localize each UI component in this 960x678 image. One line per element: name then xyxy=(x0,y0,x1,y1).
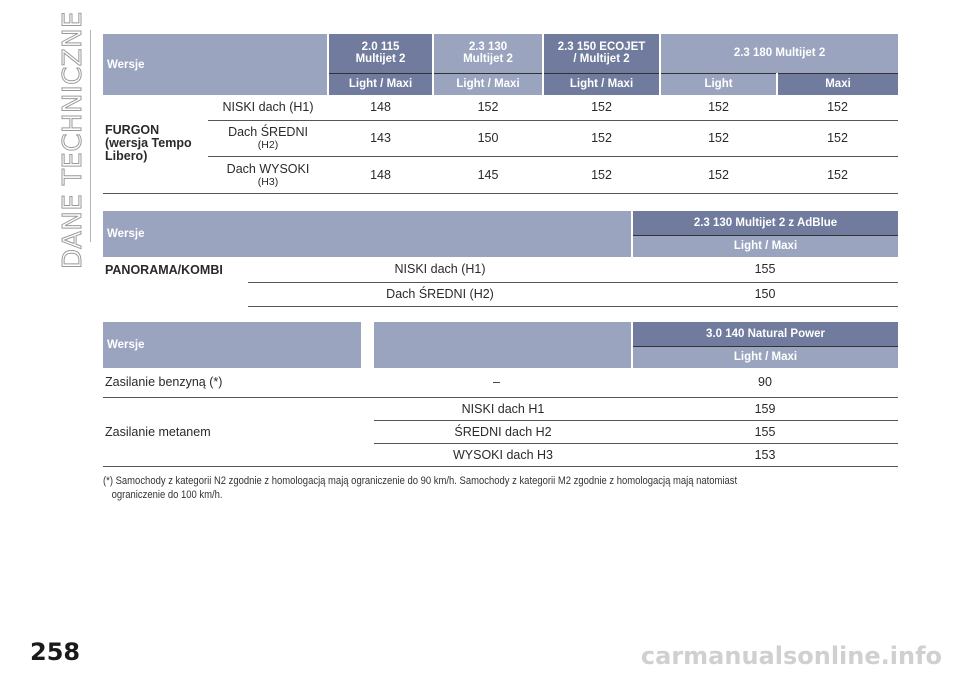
panorama-speed-table xyxy=(103,211,898,307)
natural-power-speed-table xyxy=(103,322,898,467)
cell-value: 152 xyxy=(777,156,898,193)
cell-value: 152 xyxy=(660,120,777,156)
watermark: carmanualsonline.info xyxy=(640,642,942,670)
cell-value: 152 xyxy=(777,120,898,156)
row-label: NISKI dach H1 xyxy=(374,397,632,420)
methane-label: Zasilanie metanem xyxy=(103,397,361,466)
cell-value: 152 xyxy=(660,156,777,193)
cell-value: 155 xyxy=(632,420,898,443)
cell-value: 152 xyxy=(543,95,660,120)
versions-header: Wersje xyxy=(103,34,328,95)
row-label: Dach WYSOKI (H3) xyxy=(208,156,328,193)
engine-header: 2.3 180 Multijet 2 xyxy=(660,34,898,73)
cell-value: 152 xyxy=(543,156,660,193)
section-title: DANE TECHNICZNE xyxy=(58,11,88,269)
cell-value: 143 xyxy=(328,120,433,156)
section-divider xyxy=(90,30,91,242)
footnote-line: ograniczenie do 100 km/h. xyxy=(111,489,223,501)
cell-value: 152 xyxy=(777,95,898,120)
variant-header: Light / Maxi xyxy=(543,73,660,95)
row-label: WYSOKI dach H3 xyxy=(374,443,632,466)
cell-value: 152 xyxy=(543,120,660,156)
cell-value: 145 xyxy=(433,156,543,193)
variant-header: Light / Maxi xyxy=(328,73,433,95)
group-label: FURGON (wersja Tempo Libero) xyxy=(103,95,208,193)
footnote xyxy=(103,474,898,502)
footnote-line: (*) Samochody z kategorii N2 zgodnie z homologacją mają ograniczenie do 90 km/h. Samochody z kategorii M2 zgodnie z homologacją mają natomiast xyxy=(103,475,738,487)
cell-value: 150 xyxy=(433,120,543,156)
row-label: NISKI dach (H1) xyxy=(248,257,632,282)
variant-header: Light / Maxi xyxy=(632,346,898,368)
petrol-dash: – xyxy=(361,368,632,397)
cell-value: 148 xyxy=(328,95,433,120)
row-label: ŚREDNI dach H2 xyxy=(374,420,632,443)
engine-header: 2.0 115 Multijet 2 xyxy=(328,34,433,73)
page-number: 258 xyxy=(30,638,81,666)
engine-header: 2.3 150 ECOJET / Multijet 2 xyxy=(543,34,660,73)
cell-value: 152 xyxy=(433,95,543,120)
variant-header: Maxi xyxy=(777,73,898,95)
variant-header: Light / Maxi xyxy=(433,73,543,95)
versions-header: Wersje xyxy=(103,211,632,257)
cell-value: 152 xyxy=(660,95,777,120)
row-label: NISKI dach (H1) xyxy=(208,95,328,120)
cell-value: 153 xyxy=(632,443,898,466)
engine-header: 3.0 140 Natural Power xyxy=(632,322,898,346)
furgon-speed-table xyxy=(103,34,898,194)
variant-header: Light xyxy=(660,73,777,95)
cell-value: 90 xyxy=(632,368,898,397)
row-label: Dach ŚREDNI (H2) xyxy=(248,282,632,306)
petrol-label: Zasilanie benzyną (*) xyxy=(103,368,361,397)
group-label: PANORAMA/KOMBI xyxy=(105,262,223,277)
variant-header: Light / Maxi xyxy=(632,235,898,257)
cell-value: 155 xyxy=(632,257,898,282)
row-label: Dach ŚREDNI (H2) xyxy=(208,120,328,156)
engine-header: 2.3 130 Multijet 2 xyxy=(433,34,543,73)
cell-value: 150 xyxy=(632,282,898,306)
versions-header: Wersje xyxy=(103,322,361,368)
cell-value: 148 xyxy=(328,156,433,193)
engine-header: 2.3 130 Multijet 2 z AdBlue xyxy=(632,211,898,235)
cell-value: 159 xyxy=(632,397,898,420)
